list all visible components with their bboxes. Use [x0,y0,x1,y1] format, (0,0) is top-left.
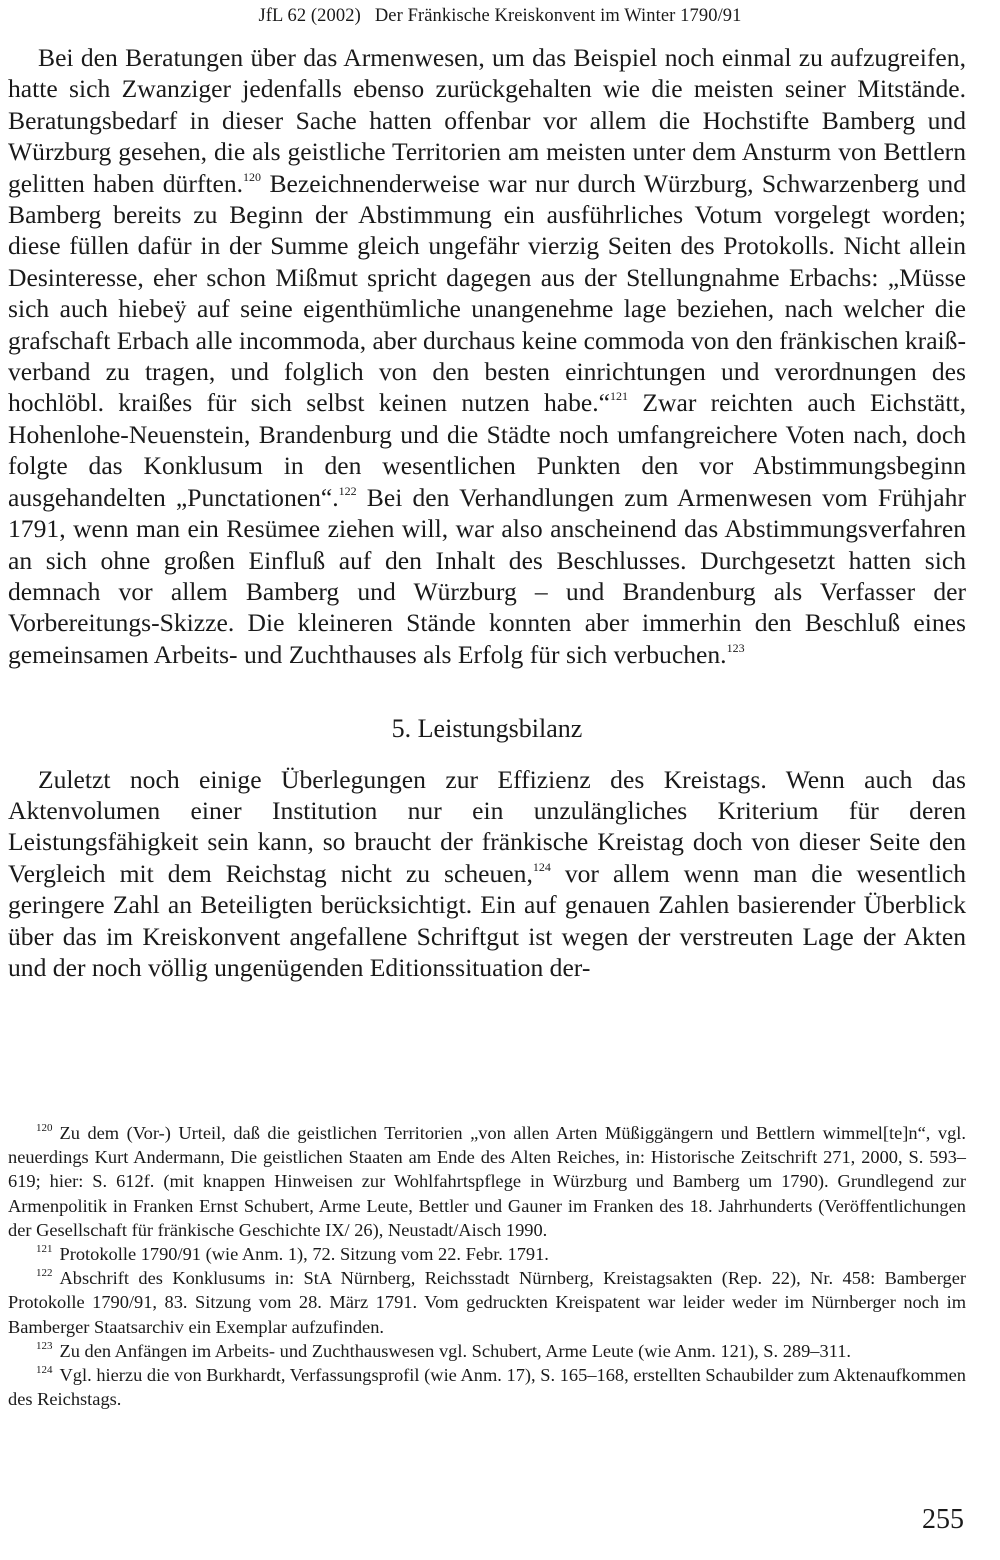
footnote-text: Zu dem (Vor-) Urteil, daß die geistlichen Territorien „von allen Arten Müßiggängern und Bettlern wimmel[te]n“, vgl. neuerdings Kurt Andermann, Die geistlichen Staaten am Ende des Alten Reiches, in: Historische Zeitschrift 271, 2000, S. 593–619; hier: S. 612f. (mit knappen Hinweisen zur Wohlfahrtspflege in Würzburg und Bamberg um 1790). Grundlegend zur Armenpolitik in Franken Ernst Schubert, Arme Leute, Bettler und Gauner im Franken des 18. Jahrhunderts (Veröffentlichungen der Gesellschaft für fränkische Geschichte IX/ 26), Neustadt/Aisch 1990. [8,1123,966,1240]
journal-reference: JfL 62 (2002) [258,6,361,26]
text-run: vor allem wenn man die wesentlich geringere Zahl an Beteiligten berücksichtigt. Ein auf genauen Zahlen basierender Überblick über das im Kreiskonvent angefallene Schriftgut ist wegen der verstreuten Lage der Akten und der noch völlig ungenügenden Editionssituation der- [8,858,966,982]
footnotes [8,1121,966,1411]
text-run: Zwar reichten auch Eichstätt, Hohenlohe-Neuenstein, Brandenburg und die Städte noch umfangreichere Voten nach, doch folgte das Konklusum in den wesentlichen Punkten den vor Abstimmungsbeginn ausgehandelten „Punctationen“. [8,388,966,512]
footnote [8,1266,966,1339]
text-run: Zuletzt noch einige Überlegungen zur Effizienz des Kreistags. Wenn auch das Aktenvolumen einer Institution nur ein unzulängliches Kriterium für deren Leistungsfähigkeit sein kann, so braucht der fränkische Kreistag doch von dieser Seite den Vergleich mit dem Reichstag nicht zu scheuen, [8,764,966,888]
footnote-text: Protokolle 1790/91 (wie Anm. 1), 72. Sitzung vom 22. Febr. 1791. [59,1244,549,1265]
footnote [8,1242,966,1266]
footnote-ref[interactable]: 121 [610,389,629,404]
footnote [8,1339,966,1363]
text-run: Bezeichnenderweise war nur durch Würzburg, Schwarzenberg und Bamberg bereits zu Beginn der Abstimmung ein ausführliches Votum vorgelegt worden; diese füllen dafür in der Summe gleich ungefähr vierzig Seiten des Protokolls. Nicht allein Desinteresse, eher schon Mißmut spricht dagegen aus der Stellungnahme Erbachs: „Müsse sich auch hiebeÿ auf seine eigenthümliche unangenehme lage beziehen, nach welcher die grafschaft Erbach alle incommoda, aber durchaus keine commoda von den fränkischen kraiß-verband zu tragen, und folglich von den besten einrichtungen und verordnungen des hochlöbl. kraißes für sich selbst keinen nutzen habe.“ [8,168,966,418]
page-number: 255 [922,1504,964,1535]
footnote-ref[interactable]: 120 [243,169,262,184]
footnote-text: Abschrift des Konklusums in: StA Nürnberg, Reichsstadt Nürnberg, Kreistagsakten (Rep. 22), Nr. 458: Bamberger Protokolle 1790/91, 83. Sitzung vom 28. März 1791. Vom gedruckten Kreispatent war leider weder im Nürnberger noch im Bamberger Staatsarchiv ein Exemplar aufzufinden. [8,1268,966,1337]
footnote [8,1363,966,1411]
footnote-number: 122 [36,1267,53,1280]
main-text [8,42,966,983]
footnote [8,1121,966,1242]
footnote-number: 120 [36,1122,53,1134]
footnote-text: Zu den Anfängen im Arbeits- und Zuchthauswesen vgl. Schubert, Arme Leute (wie Anm. 121), S. 289–311. [59,1340,852,1361]
footnote-text: Vgl. hierzu die von Burkhardt, Verfassungsprofil (wie Anm. 17), S. 165–168, erstellten Schaubilder zum Aktenaufkommen des Reichstags. [8,1365,966,1410]
paragraph [8,42,966,670]
text-run: Bei den Beratungen über das Armenwesen, um das Beispiel noch einmal zu aufzugreifen, hatte sich Zwanziger jedenfalls ebenso zurückgehalten wie die meisten seiner Mitstände. Beratungsbedarf in dieser Sache hatten offenbar vor allem die Hochstifte Bamberg und Würzburg gesehen, die als geistliche Territorien am meisten unter dem Ansturm von Bettlern gelitten haben dürften. [8,43,966,198]
running-header [0,6,1000,27]
article-title: Der Fränkische Kreiskonvent im Winter 1790/91 [374,6,742,26]
footnote-number: 124 [36,1364,53,1377]
footnote-number: 121 [36,1243,53,1256]
text-run: Bei den Verhandlungen zum Armenwesen vom Frühjahr 1791, wenn man ein Resümee ziehen will, war also anscheinend das Abstimmungsverfahren an sich ohne großen Einfluß auf den Inhalt des Beschlusses. Durchgesetzt hatten sich demnach vor allem Bamberg und Würzburg – und Brandenburg als Verfasser der Vorbereitungs-Skizze. Die kleineren Stände konnten aber immerhin den Beschluß eines gemeinsamen Arbeits- und Zuchthauses als Erfolg für sich verbuchen. [8,482,966,669]
footnote-number: 123 [36,1339,53,1352]
paragraph [8,764,966,984]
section-heading: 5. Leistungsbilanz [391,714,583,744]
footnote-ref[interactable]: 123 [726,640,745,655]
footnote-ref[interactable]: 122 [338,483,357,498]
footnote-ref[interactable]: 124 [532,859,551,874]
